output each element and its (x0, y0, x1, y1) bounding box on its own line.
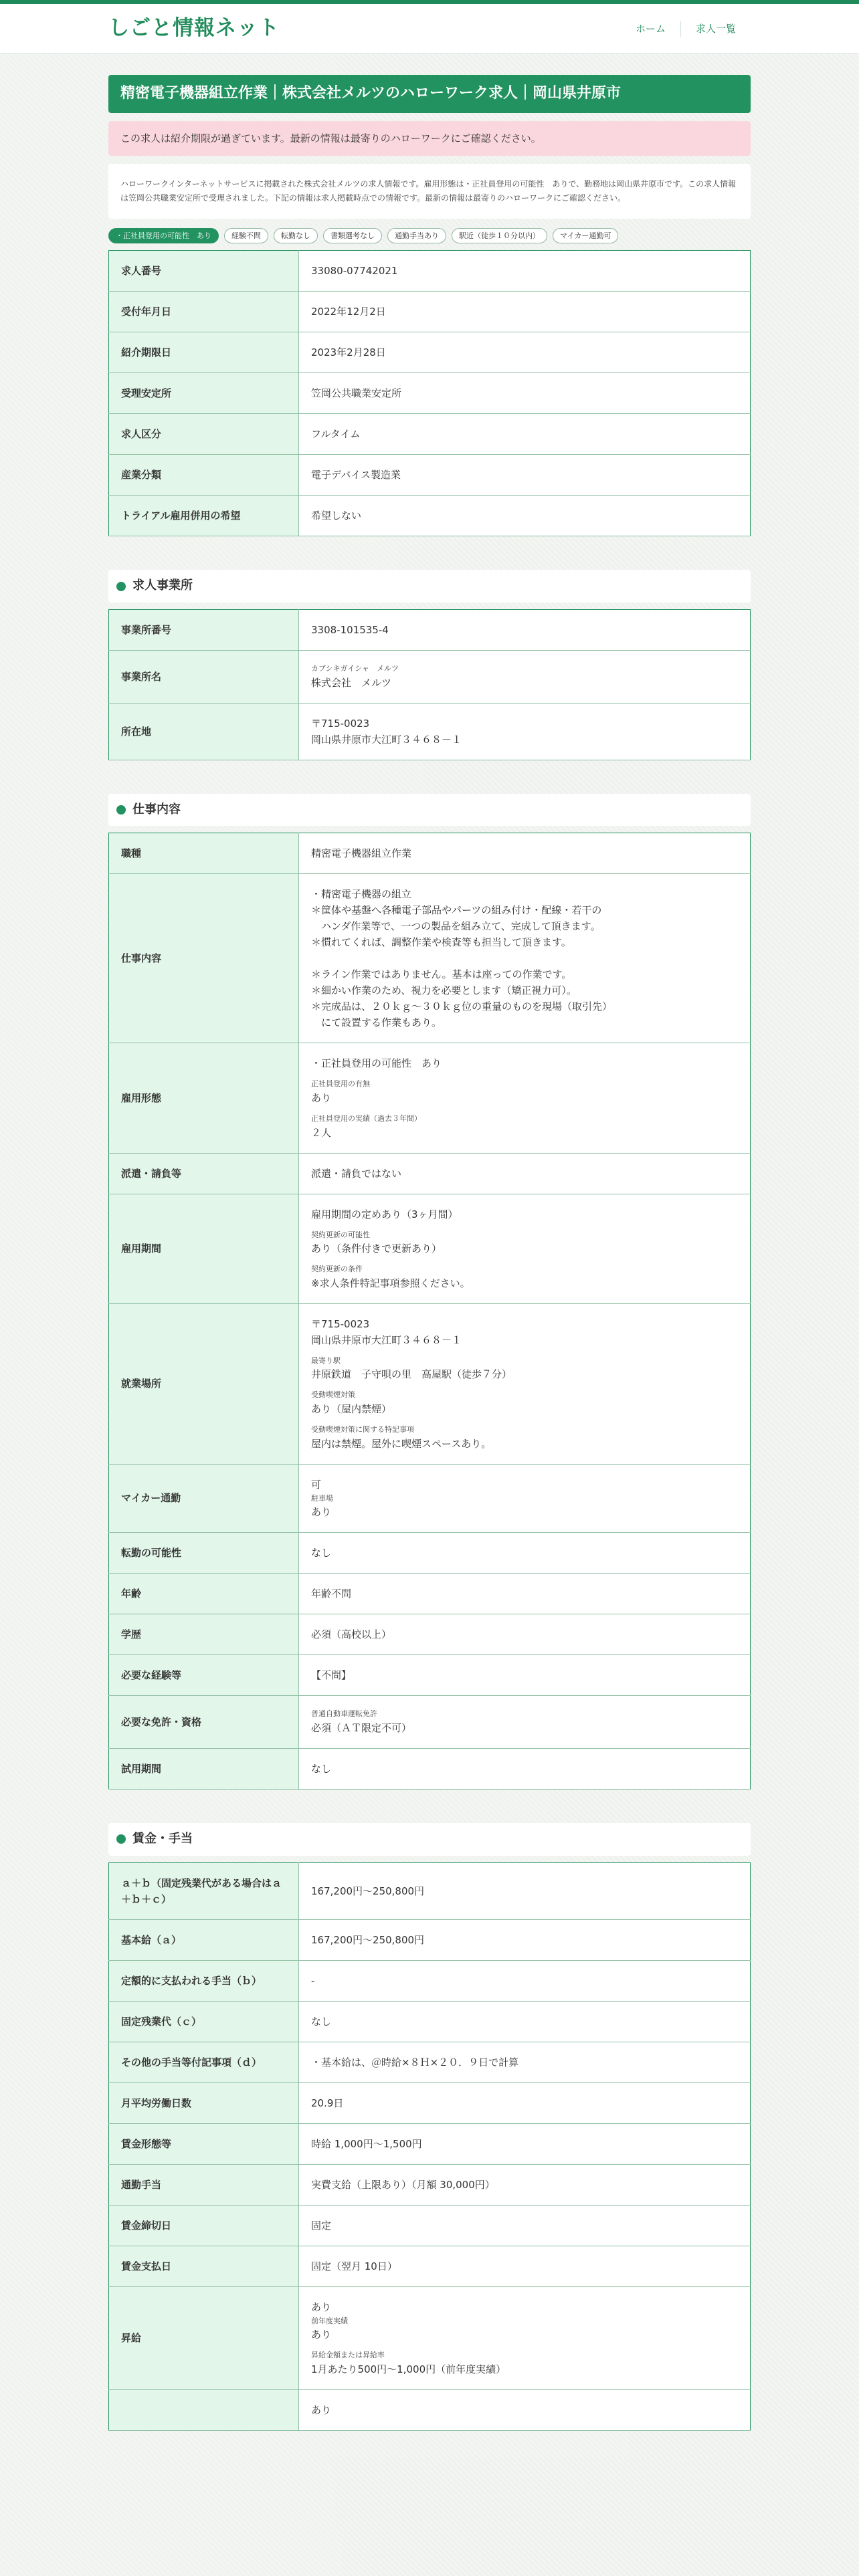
row-value: なし (299, 2001, 751, 2042)
sub-label: 昇給金額または昇給率 (311, 2351, 385, 2360)
table-row (109, 1919, 751, 1960)
raise-value: あり (311, 2300, 332, 2313)
row-value: 希望しない (299, 496, 751, 536)
row-label: 昇給 (109, 2286, 299, 2389)
sub-value: あり (311, 2329, 332, 2341)
table-row (109, 1194, 751, 1303)
site-logo[interactable]: しごと情報ネット (108, 16, 280, 41)
row-label: 賃金形態等 (109, 2123, 299, 2164)
row-label: 賃金支払日 (109, 2246, 299, 2286)
row-label: 雇用形態 (109, 1043, 299, 1153)
sub-value: ※求人条件特記事項参照ください。 (311, 1277, 470, 1289)
section-heading-text: 求人事業所 (132, 578, 193, 593)
sub-value: 1月あたり500円〜1,000円（前年度実績） (311, 2363, 506, 2375)
tag-no-document-screening: 書類選考なし (323, 228, 382, 243)
global-nav (621, 21, 751, 37)
bullet-dot-icon (116, 1834, 126, 1844)
sub-value: あり (311, 1506, 332, 1519)
row-label: 固定残業代（ｃ） (109, 2001, 299, 2042)
table-row (109, 1862, 751, 1919)
sub-label: 前年度実績 (311, 2316, 348, 2325)
value-block (311, 1113, 738, 1141)
row-label: マイカー通勤 (109, 1464, 299, 1533)
row-label: 必要な経験等 (109, 1655, 299, 1696)
period-value: 雇用期間の定めあり（3ヶ月間） (311, 1208, 458, 1220)
row-label: 就業場所 (109, 1303, 299, 1464)
table-row (109, 874, 751, 1043)
row-label: ａ＋ｂ（固定残業代がある場合はａ＋ｂ＋ｃ） (109, 1862, 299, 1919)
sub-label: 駐車場 (311, 1493, 333, 1503)
office-name-kana: カブシキガイシャ メルツ (311, 663, 399, 673)
tag-no-transfer: 転勤なし (274, 228, 318, 243)
row-value: ・精密電子機器の組立 ＊筐体や基盤へ各種電子部品やパーツの組み付け・配線・若干の ハンダ作業等で、一つの製品を組み立て、完成して頂きます。 ＊慣れてくれば、調整作業や検査等も担当して頂きます。 ＊ライン作業ではありません。基本は座っての作業です。 ＊細かい作業のため、視力を必要とします（矯正視力可）。 ＊完成品は、２０ｋｇ～３０ｋｇ位の重量のものを現場（取引先） にて設置する作業もあり。 (299, 874, 751, 1043)
section-heading-job (108, 794, 751, 827)
table-row (109, 2123, 751, 2164)
table-row (109, 1614, 751, 1655)
row-label: 試用期間 (109, 1748, 299, 1789)
row-label: 事業所番号 (109, 609, 299, 650)
row-label: 転勤の可能性 (109, 1533, 299, 1574)
table-row (109, 609, 751, 650)
row-value: 笠岡公共職業安定所 (299, 373, 751, 414)
row-value: 3308-101535-4 (299, 609, 751, 650)
nav-home-link[interactable]: ホーム (635, 23, 666, 35)
job-info-table (108, 833, 751, 1789)
row-value (299, 703, 751, 760)
sub-label: 最寄り駅 (311, 1356, 341, 1365)
row-value (299, 2286, 751, 2389)
row-value: 2023年2月28日 (299, 332, 751, 373)
sub-label: 受動喫煙対策に関する特記事項 (311, 1424, 414, 1434)
sub-label: 受動喫煙対策 (311, 1390, 355, 1400)
value-block (311, 1316, 738, 1348)
row-value: 167,200円〜250,800円 (299, 1919, 751, 1960)
wage-info-table (108, 1862, 751, 2431)
tag-no-experience: 経験不問 (224, 228, 268, 243)
table-row (109, 1153, 751, 1194)
expired-notice: この求人は紹介期限が過ぎています。最新の情報は最寄りのハローワークにご確認ください。 (108, 121, 751, 156)
nav-job-list-link[interactable]: 求人一覧 (680, 21, 751, 37)
row-value (299, 1194, 751, 1303)
employment-type: ・正社員登用の可能性 あり (311, 1057, 442, 1070)
row-value (299, 650, 751, 703)
row-label: 年齢 (109, 1574, 299, 1614)
row-label: 産業分類 (109, 455, 299, 496)
row-label: 求人区分 (109, 414, 299, 455)
table-row (109, 2389, 751, 2430)
table-row (109, 1696, 751, 1749)
table-row (109, 496, 751, 536)
row-label: 受理安定所 (109, 373, 299, 414)
sub-value: 屋内は禁煙。屋外に喫煙スペースあり。 (311, 1437, 492, 1450)
table-row (109, 2164, 751, 2205)
row-value: 必須（高校以上） (299, 1614, 751, 1655)
row-label: 派遣・請負等 (109, 1153, 299, 1194)
office-address: 岡山県井原市大江町３４６８－１ (311, 733, 462, 746)
row-label: 雇用期間 (109, 1194, 299, 1303)
table-row (109, 2205, 751, 2246)
sub-label: 正社員登用の有無 (311, 1079, 370, 1089)
row-label (109, 2389, 299, 2430)
tag-car-commute: マイカー通勤可 (553, 228, 618, 243)
value-block (311, 1263, 738, 1291)
table-row (109, 2286, 751, 2389)
bullet-dot-icon (116, 582, 126, 591)
table-row (109, 1533, 751, 1574)
row-value: 【不問】 (299, 1655, 751, 1696)
value-block (311, 1229, 738, 1257)
row-label: トライアル雇用併用の希望 (109, 496, 299, 536)
value-block (311, 1078, 738, 1106)
bottom-spacer (108, 2431, 751, 2458)
row-label: 定額的に支払われる手当（ｂ） (109, 1960, 299, 2001)
main-content (108, 75, 751, 2458)
sub-label: 契約更新の可能性 (311, 1230, 370, 1239)
value-block (311, 1355, 738, 1383)
sub-value: あり（屋内禁煙） (311, 1402, 392, 1415)
table-row (109, 1043, 751, 1153)
row-label: 受付年月日 (109, 292, 299, 332)
bonus-value: あり (311, 2403, 332, 2416)
row-value: - (299, 1960, 751, 2001)
sub-value: あり（条件付きで更新あり） (311, 1243, 442, 1255)
table-row (109, 650, 751, 703)
row-value: なし (299, 1748, 751, 1789)
row-label: 月平均労働日数 (109, 2082, 299, 2123)
row-value: 時給 1,000円〜1,500円 (299, 2123, 751, 2164)
table-row (109, 292, 751, 332)
section-heading-text: 賃金・手当 (132, 1831, 193, 1846)
page-title: 精密電子機器組立作業｜株式会社メルツのハローワーク求人｜岡山県井原市 (108, 75, 751, 113)
row-value: 33080-07742021 (299, 251, 751, 292)
row-value (299, 1696, 751, 1749)
tag-commute-allowance: 通勤手当あり (387, 228, 446, 243)
row-label: 通勤手当 (109, 2164, 299, 2205)
office-postal-code: 〒715-0023 (311, 717, 370, 730)
row-label: 求人番号 (109, 251, 299, 292)
row-value: 電子デバイス製造業 (299, 455, 751, 496)
place-address: 岡山県井原市大江町３４６８－１ (311, 1333, 462, 1346)
row-label: 仕事内容 (109, 874, 299, 1043)
table-row (109, 2082, 751, 2123)
section-heading-text: 仕事内容 (132, 802, 181, 817)
table-row (109, 2246, 751, 2286)
sub-value: 井原鉄道 子守唄の里 高屋駅（徒歩７分） (311, 1368, 512, 1381)
table-row (109, 1748, 751, 1789)
value-block (311, 1389, 738, 1417)
table-row (109, 1655, 751, 1696)
row-value: 実費支給（上限あり）（月額 30,000円） (299, 2164, 751, 2205)
row-label: 事業所名 (109, 650, 299, 703)
tag-regular-employee: ・正社員登用の可能性 あり (108, 228, 219, 243)
row-label: 職種 (109, 833, 299, 874)
license-value: 必須（ＡＴ限定不可） (311, 1721, 412, 1734)
row-value: 固定（翌月 10日） (299, 2246, 751, 2286)
row-value (299, 1043, 751, 1153)
row-value (299, 2389, 751, 2430)
table-row (109, 1960, 751, 2001)
table-row (109, 373, 751, 414)
table-row (109, 1574, 751, 1614)
sub-label: 普通自動車運転免許 (311, 1709, 377, 1719)
table-row (109, 332, 751, 373)
row-value: 固定 (299, 2205, 751, 2246)
row-value: 2022年12月2日 (299, 292, 751, 332)
row-value: 20.9日 (299, 2082, 751, 2123)
row-label: 所在地 (109, 703, 299, 760)
table-row (109, 251, 751, 292)
section-heading-office (108, 570, 751, 603)
row-label: 必要な免許・資格 (109, 1696, 299, 1749)
value-block (311, 1206, 738, 1222)
table-row (109, 2042, 751, 2082)
sub-label: 正社員登用の実績（過去３年間） (311, 1113, 421, 1123)
row-label: 学歴 (109, 1614, 299, 1655)
table-row (109, 414, 751, 455)
value-block (311, 1424, 738, 1452)
row-value: 年齢不問 (299, 1574, 751, 1614)
value-block (311, 1055, 738, 1071)
sub-value: あり (311, 1091, 332, 1104)
table-row (109, 1464, 751, 1533)
office-name: 株式会社 メルツ (311, 676, 392, 689)
section-heading-wage (108, 1823, 751, 1856)
row-value: フルタイム (299, 414, 751, 455)
row-value: ・基本給は、＠時給×８Ｈ×２０．９日で計算 (299, 2042, 751, 2082)
row-value: 167,200円〜250,800円 (299, 1862, 751, 1919)
tag-near-station: 駅近（徒歩１０分以内） (452, 228, 547, 243)
row-label: 基本給（ａ） (109, 1919, 299, 1960)
feature-tags (108, 228, 751, 243)
row-value: なし (299, 1533, 751, 1574)
row-label: その他の手当等付記事項（ｄ） (109, 2042, 299, 2082)
row-value: 派遣・請負ではない (299, 1153, 751, 1194)
table-row (109, 1303, 751, 1464)
car-commute-value: 可 (311, 1478, 322, 1491)
table-row (109, 833, 751, 874)
table-row (109, 455, 751, 496)
place-postal-code: 〒715-0023 (311, 1317, 370, 1330)
row-value: 精密電子機器組立作業 (299, 833, 751, 874)
row-value (299, 1303, 751, 1464)
bullet-dot-icon (116, 805, 126, 815)
row-label: 賃金締切日 (109, 2205, 299, 2246)
site-header (0, 4, 859, 53)
table-row (109, 2001, 751, 2042)
office-info-table (108, 609, 751, 760)
table-row (109, 703, 751, 760)
sub-label: 契約更新の条件 (311, 1265, 363, 1274)
row-label: 紹介期限日 (109, 332, 299, 373)
basic-info-table (108, 250, 751, 536)
row-value (299, 1464, 751, 1533)
job-description-summary: ハローワークインターネットサービスに掲載された株式会社メルツの求人情報です。雇用形態は・正社員登用の可能性 ありで、勤務地は岡山県井原市です。この求人情報は笠岡公共職業安定所で受理されました。下記の情報は求人掲載時点での情報です。最新の情報は最寄りのハローワークにご確認ください。 (108, 164, 751, 219)
sub-value: ２人 (311, 1126, 332, 1139)
